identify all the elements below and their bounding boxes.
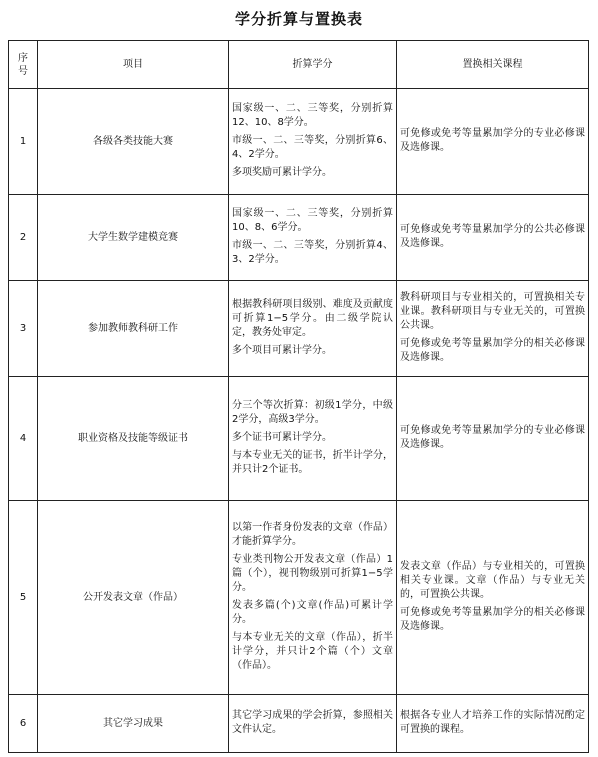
replacement-rule: 根据各专业人才培养工作的实际情况酌定可置换的课程。 [400, 709, 585, 735]
row-serial-number: 3 [9, 281, 38, 377]
row-replacement-courses [397, 281, 589, 377]
replacement-rule: 发表文章（作品）与专业相关的，可置换相关专业课。文章（作品）与专业无关的，可置换公共课。 [400, 560, 585, 600]
credit-rule: 与本专业无关的证书，折半计学分，并只计2个证书。 [232, 449, 393, 475]
replacement-rule: 可免修或免考等量累加学分的相关必修课及选修课。 [400, 337, 585, 363]
row-item-name: 公开发表文章（作品） [38, 501, 229, 695]
row-replacement-courses [397, 377, 589, 501]
table-row [9, 377, 589, 501]
header-serial-line2: 号 [18, 65, 28, 77]
row-credit-rules [229, 695, 397, 753]
row-serial-number: 6 [9, 695, 38, 753]
table-row [9, 281, 589, 377]
header-serial-number [9, 41, 38, 89]
credit-rule: 分三个等次折算：初级1学分，中级2学分，高级3学分。 [232, 399, 393, 425]
table-row [9, 501, 589, 695]
row-credit-rules [229, 281, 397, 377]
document-title: 学分折算与置换表 [234, 10, 363, 28]
header-replacement-courses: 置换相关课程 [397, 41, 589, 89]
credit-rule: 根据教科研项目级别、难度及贡献度可折算1−5学分。由二级学院认定，教务处审定。 [232, 298, 393, 338]
table-header-row [9, 41, 589, 89]
row-item-name: 职业资格及技能等级证书 [38, 377, 229, 501]
row-serial-number: 5 [9, 501, 38, 695]
table-row [9, 89, 589, 195]
replacement-rule: 可免修或免考等量累加学分的相关必修课及选修课。 [400, 606, 585, 632]
row-credit-rules [229, 501, 397, 695]
replacement-rule: 可免修或免考等量累加学分的公共必修课及选修课。 [400, 223, 585, 249]
row-replacement-courses [397, 695, 589, 753]
header-item: 项目 [38, 41, 229, 89]
credit-rule: 与本专业无关的文章（作品），折半计学分，并只计2个篇（个）文章（作品）。 [232, 631, 393, 671]
header-serial-line1: 序 [18, 52, 28, 64]
row-item-name: 其它学习成果 [38, 695, 229, 753]
row-replacement-courses [397, 89, 589, 195]
replacement-rule: 可免修或免考等量累加学分的专业必修课及选修课。 [400, 424, 585, 450]
row-serial-number: 2 [9, 195, 38, 281]
credit-rule: 多个项目可累计学分。 [232, 344, 332, 356]
row-credit-rules [229, 377, 397, 501]
row-serial-number: 1 [9, 89, 38, 195]
credit-rule: 其它学习成果的学会折算，参照相关文件认定。 [232, 709, 393, 735]
row-item-name: 参加教师教科研工作 [38, 281, 229, 377]
header-converted-credits: 折算学分 [229, 41, 397, 89]
table-row [9, 195, 589, 281]
credit-rule: 多项奖励可累计学分。 [232, 166, 332, 178]
credit-rule: 市级一、二、三等奖，分别折算6、4、2学分。 [232, 134, 393, 160]
credit-rule: 多个证书可累计学分。 [232, 431, 332, 443]
row-item-name: 各级各类技能大赛 [38, 89, 229, 195]
credit-conversion-table [8, 40, 589, 753]
credit-rule: 国家级一、二、三等奖，分别折算10、8、6学分。 [232, 207, 393, 233]
row-item-name: 大学生数学建模竞赛 [38, 195, 229, 281]
row-replacement-courses [397, 501, 589, 695]
credit-rule: 专业类刊物公开发表文章（作品）1篇（个），视刊物级别可折算1−5学分。 [232, 553, 393, 593]
credit-rule: 市级一、二、三等奖，分别折算4、3、2学分。 [232, 239, 393, 265]
row-credit-rules [229, 89, 397, 195]
replacement-rule: 教科研项目与专业相关的，可置换相关专业课。教科研项目与专业无关的，可置换公共课。 [400, 291, 585, 331]
table-row [9, 695, 589, 753]
credit-rule: 国家级一、二、三等奖，分别折算12、10、8学分。 [232, 102, 393, 128]
credit-rule: 发表多篇(个)文章(作品)可累计学分。 [232, 599, 393, 625]
row-replacement-courses [397, 195, 589, 281]
row-serial-number: 4 [9, 377, 38, 501]
replacement-rule: 可免修或免考等量累加学分的专业必修课及选修课。 [400, 127, 585, 153]
row-credit-rules [229, 195, 397, 281]
credit-rule: 以第一作者身份发表的文章（作品）才能折算学分。 [232, 521, 393, 547]
